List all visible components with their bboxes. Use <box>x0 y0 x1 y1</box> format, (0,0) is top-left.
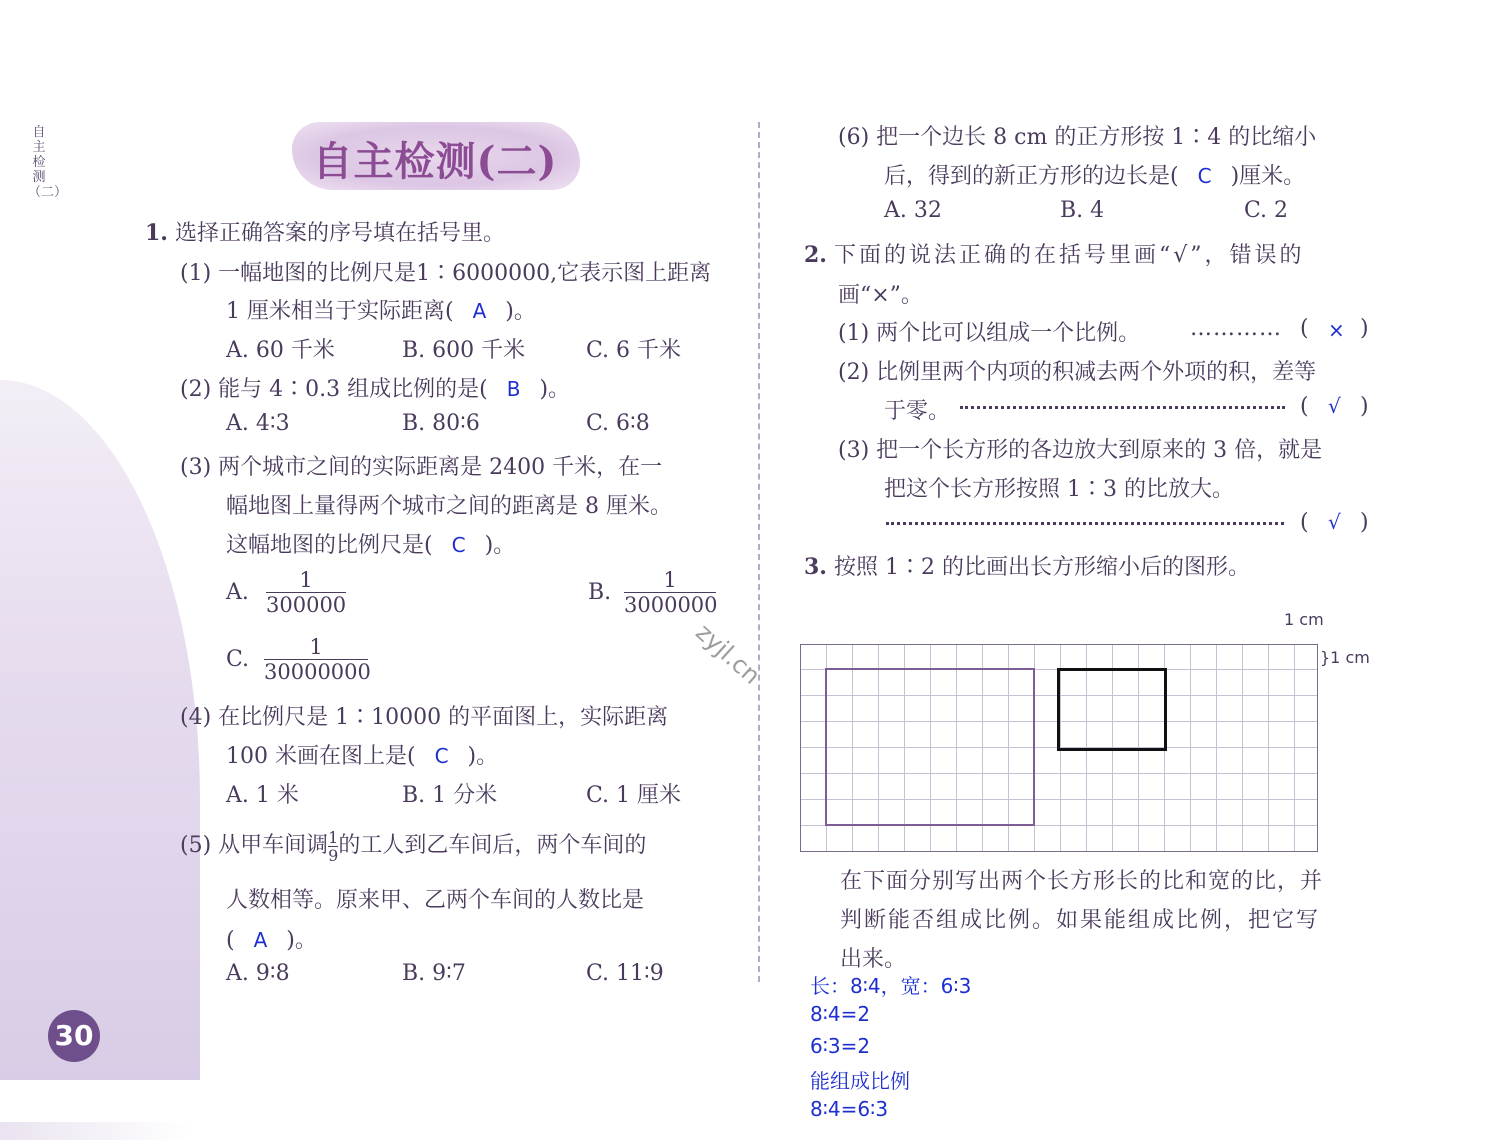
q1-1-option-c: C. 6 千米 <box>586 338 682 363</box>
grid-unit-height-label: }1 cm <box>1320 648 1370 667</box>
q2-stem-line1: 下面的说法正确的在括号里画“√”，错误的 <box>833 243 1305 268</box>
q1-3-line2: 幅地图上量得两个城市之间的距离是 8 厘米。 <box>226 494 672 519</box>
q1-4-line1: (4) 在比例尺是 1∶10000 的平面图上，实际距离 <box>180 705 669 730</box>
q2-3-answer: √ <box>1328 510 1341 534</box>
q1-6-line2 <box>884 159 1305 190</box>
reduced-rectangle <box>1057 668 1167 751</box>
q1-6-answer: C <box>1197 164 1212 188</box>
q1-5-post3: )。 <box>286 928 317 953</box>
q2-header <box>804 238 1304 269</box>
q1-3-line3 <box>226 528 515 559</box>
fraction-numerator: 1 <box>624 568 716 593</box>
q1-2-option-a: A. 4∶3 <box>226 411 290 436</box>
column-divider <box>758 122 766 982</box>
q1-1-option-a: A. 60 千米 <box>226 338 335 363</box>
q1-1-answer: A <box>472 299 487 323</box>
q1-3-answer: C <box>451 533 466 557</box>
q1-4-option-b: B. 1 分米 <box>402 783 498 808</box>
q2-3-paren-close: ) <box>1360 510 1369 535</box>
q1-6-option-b: B. 4 <box>1060 198 1105 223</box>
fraction-denominator: 3000000 <box>624 593 718 617</box>
q1-header <box>145 216 505 247</box>
q2-1-paren-close: ) <box>1360 316 1369 341</box>
q1-5-option-c: C. 11∶9 <box>586 961 664 986</box>
q1-2-pre: (2) 能与 4∶0.3 组成比例的是( <box>180 377 488 402</box>
q1-4-option-c: C. 1 厘米 <box>586 783 682 808</box>
q1-3-option-a-fraction <box>266 568 346 617</box>
fraction-denominator: 30000000 <box>264 660 371 684</box>
q2-1-answer: × <box>1328 318 1345 342</box>
q1-4-line2 <box>226 739 498 770</box>
q3-answer-line2: 8∶4=2 <box>810 1002 871 1026</box>
q2-2-paren-open: ( <box>1300 394 1309 419</box>
q1-4-option-a: A. 1 米 <box>226 783 299 808</box>
q1-stem: 选择正确答案的序号填在括号里。 <box>174 221 505 246</box>
q2-3-dots <box>886 510 1284 525</box>
q1-3-option-b-label: B. <box>588 580 612 605</box>
q1-5-line2: 人数相等。原来甲、乙两个车间的人数比是 <box>226 888 645 913</box>
fraction-numerator: 1 <box>266 568 346 593</box>
q2-1-dots: ………… <box>1190 316 1282 341</box>
q2-2-line2: 于零。 <box>884 399 951 424</box>
q1-1-line2 <box>226 294 536 325</box>
q3-desc-line3: 出来。 <box>840 947 907 972</box>
q1-6-pre: 后，得到的新正方形的边长是( <box>884 164 1179 189</box>
q1-5-fraction <box>328 829 338 864</box>
q1-3-option-c-fraction <box>264 635 371 684</box>
fraction-denominator: 300000 <box>266 593 347 617</box>
q1-6-post: )厘米。 <box>1230 164 1306 189</box>
grid-unit-width-label: 1 cm <box>1284 610 1324 629</box>
q1-4-pre: 100 米画在图上是( <box>226 744 416 769</box>
q1-1-line1: (1) 一幅地图的比例尺是1∶6000000,它表示图上距离 <box>180 261 712 286</box>
q1-5-line1 <box>180 828 646 864</box>
q3-number: 3. <box>804 554 827 580</box>
q2-stem-line2: 画“×”。 <box>838 283 923 308</box>
q1-2-answer: B <box>506 377 521 401</box>
q2-1-paren-open: ( <box>1300 316 1309 341</box>
q1-6-option-a: A. 32 <box>884 198 942 223</box>
q1-2-option-b: B. 80∶6 <box>402 411 480 436</box>
page-number: 30 <box>48 1010 100 1062</box>
q2-3-line2: 把这个长方形按照 1∶3 的比放大。 <box>884 477 1234 502</box>
q1-3-pre: 这幅地图的比例尺是( <box>226 533 433 558</box>
q3-desc-line2: 判断能否组成比例。如果能组成比例，把它写 <box>840 908 1321 933</box>
q1-5-post: 的工人到乙车间后，两个车间的 <box>338 833 647 858</box>
page-title: 自主检测(二) <box>312 138 558 185</box>
q1-4-post: )。 <box>467 744 499 769</box>
q3-answer-line5: 8∶4=6∶3 <box>810 1097 889 1121</box>
q2-2-dots <box>960 394 1285 409</box>
q3-answer-line3: 6∶3=2 <box>810 1034 871 1058</box>
q1-5-pre3: ( <box>226 928 235 953</box>
q1-3-option-b-fraction <box>624 568 716 617</box>
fraction-denominator: 9 <box>328 845 339 865</box>
q2-3-line1: (3) 把一个长方形的各边放大到原来的 3 倍，就是 <box>838 438 1323 463</box>
q1-4-answer: C <box>434 744 449 768</box>
q1-2-option-c: C. 6∶8 <box>586 411 650 436</box>
fraction-numerator: 1 <box>328 827 339 847</box>
q1-1-option-b: B. 600 千米 <box>402 338 526 363</box>
q3-answer-line1: 长：8∶4，宽：6∶3 <box>810 974 972 998</box>
q3-header <box>804 550 1250 581</box>
q1-5-option-a: A. 9∶8 <box>226 961 290 986</box>
q1-number: 1. <box>145 220 168 246</box>
q1-5-pre: (5) 从甲车间调 <box>180 833 329 858</box>
q1-3-line1: (3) 两个城市之间的实际距离是 2400 千米，在一 <box>180 455 663 480</box>
q1-1-post: )。 <box>505 299 536 324</box>
q2-3-paren-open: ( <box>1300 510 1309 535</box>
q2-1-text: (1) 两个比可以组成一个比例。 <box>838 321 1141 346</box>
q1-6-option-c: C. 2 <box>1244 198 1289 223</box>
q1-3-post: )。 <box>484 533 516 558</box>
q3-desc-line1: 在下面分别写出两个长方形长的比和宽的比，并 <box>840 869 1324 894</box>
q2-2-line1: (2) 比例里两个内项的积减去两个外项的积，差等 <box>838 360 1317 385</box>
bottom-decoration <box>0 1122 190 1140</box>
q1-6-line1: (6) 把一个边长 8 cm 的正方形按 1∶4 的比缩小 <box>838 125 1317 150</box>
side-decoration <box>0 380 200 1080</box>
q1-5-option-b: B. 9∶7 <box>402 961 466 986</box>
q3-stem: 按照 1∶2 的比画出长方形缩小后的图形。 <box>833 555 1250 580</box>
q1-5-line3 <box>226 923 317 954</box>
fraction-numerator: 1 <box>264 635 368 660</box>
original-rectangle <box>825 668 1035 826</box>
watermark: zyjl.cn <box>690 618 766 690</box>
q1-2-post: )。 <box>539 377 571 402</box>
q2-2-answer: √ <box>1328 394 1341 418</box>
q1-1-pre: 1 厘米相当于实际距离( <box>226 299 454 324</box>
q2-2-paren-close: ) <box>1360 394 1369 419</box>
q1-3-option-a-label: A. <box>226 580 249 605</box>
q1-5-answer: A <box>253 928 268 952</box>
q3-answer-line4: 能组成比例 <box>810 1069 910 1093</box>
q1-3-option-c-label: C. <box>226 647 250 672</box>
q2-number: 2. <box>804 242 827 268</box>
side-tab-label: 自主检测（二） <box>28 125 68 200</box>
q1-2-line1 <box>180 372 570 403</box>
